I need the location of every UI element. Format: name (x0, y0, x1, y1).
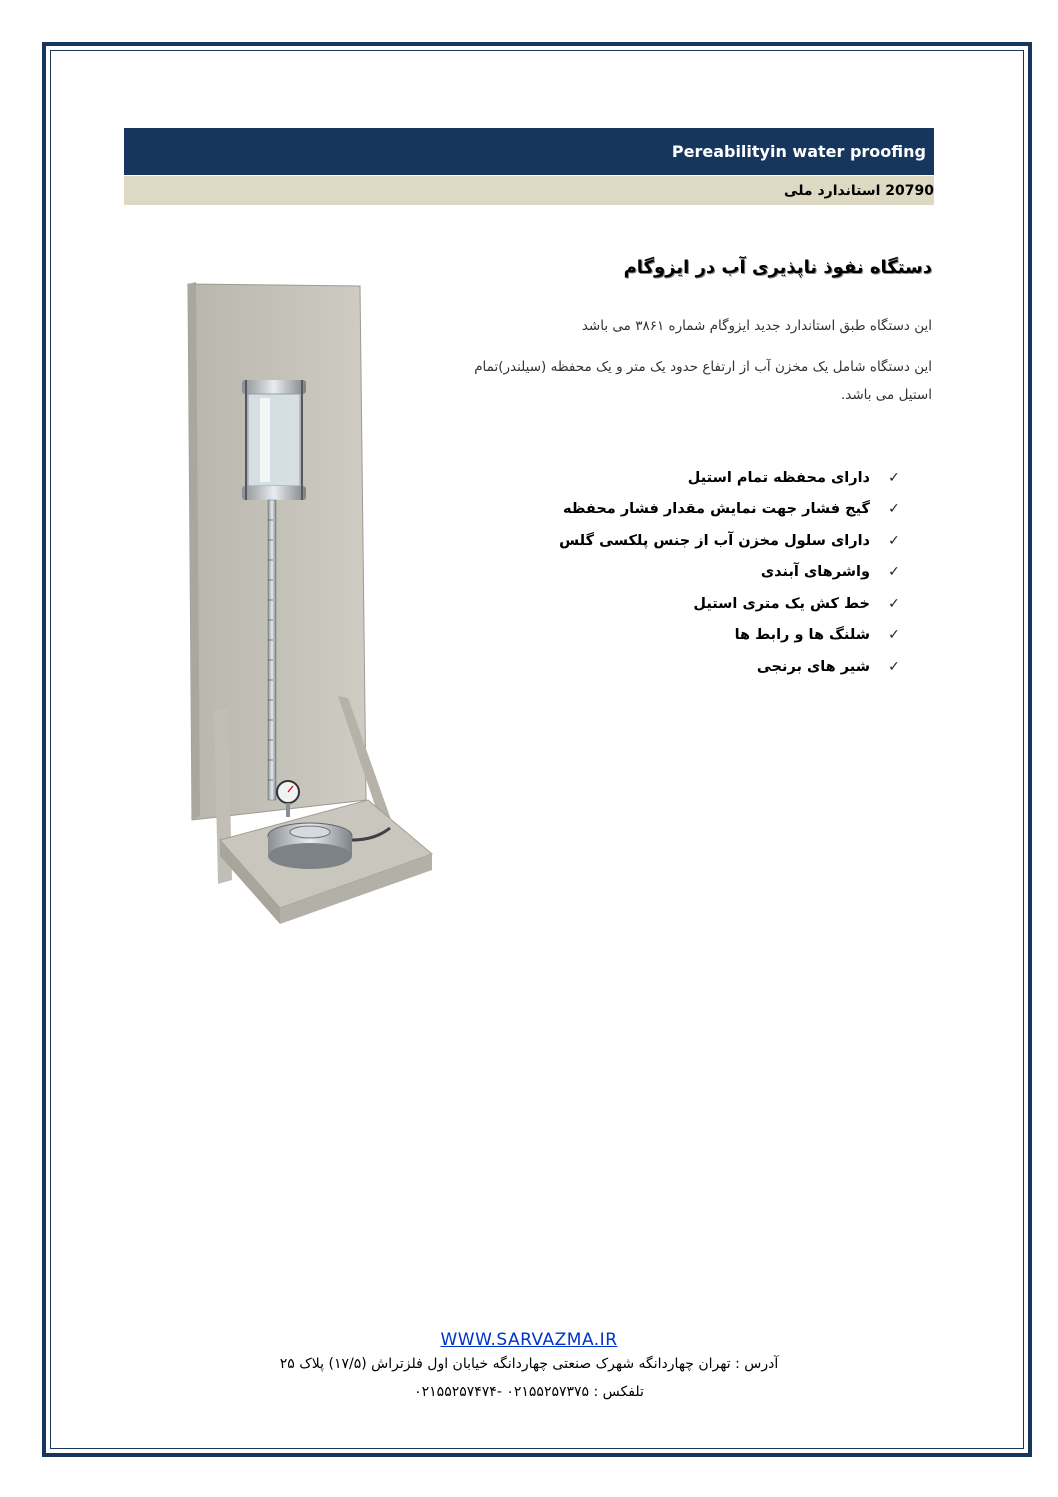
feature-text: واشرهای آبندی (760, 564, 870, 581)
feature-item (488, 557, 908, 589)
feature-list (488, 462, 908, 683)
feature-item (488, 462, 908, 494)
feature-text: دارای محفظه تمام استیل (687, 469, 870, 486)
check-icon: ✓ (888, 564, 900, 581)
website-link[interactable]: WWW.SARVAZMA.IR (440, 1330, 618, 1350)
english-title: Pereabilityin water proofing (671, 142, 926, 161)
feature-text: گیج فشار جهت نمایش مقدار فشار محفظه (563, 501, 870, 518)
feature-item (488, 588, 908, 620)
check-icon: ✓ (888, 501, 900, 518)
description-paragraph-2: این دستگاه شامل یک مخزن آب از ارتفاع حدود یک متر و یک محفظه (سیلندر)تمام استیل می باشد. (474, 359, 932, 403)
header-title-bar (124, 128, 934, 175)
standard-label: 20790 استاندارد ملی (784, 182, 934, 199)
apparatus-image (170, 280, 440, 940)
check-icon: ✓ (888, 627, 900, 644)
feature-item (488, 620, 908, 652)
check-icon: ✓ (888, 532, 900, 549)
feature-item (488, 494, 908, 526)
feature-item (488, 651, 908, 683)
feature-text: شلنگ ها و رابط ها (734, 627, 870, 644)
phone-text: تلفکس : ۰۲۱۵۵۲۵۷۳۷۵ -۰۲۱۵۵۲۵۷۴۷۴ (414, 1384, 644, 1400)
product-title: دستگاه نفوذ ناپذیری آب در ایزوگام (623, 257, 932, 278)
feature-item (488, 525, 908, 557)
check-icon: ✓ (888, 469, 900, 486)
check-icon: ✓ (888, 658, 900, 675)
feature-text: خط کش یک متری استیل (693, 595, 870, 612)
description-paragraph-1: این دستگاه طبق استاندارد جدید ایزوگام شماره ۳۸۶۱ می باشد (581, 318, 932, 334)
address-text: آدرس : تهران چهاردانگه شهرک صنعتی چهاردانگه خیابان اول فلزتراش (۱۷/۵) پلاک ۲۵ (279, 1356, 779, 1372)
feature-text: دارای سلول مخزن آب از جنس پلکسی گلس (559, 532, 870, 549)
standard-bar (124, 176, 934, 205)
check-icon: ✓ (888, 595, 900, 612)
feature-text: شیر های برنجی (756, 658, 870, 675)
